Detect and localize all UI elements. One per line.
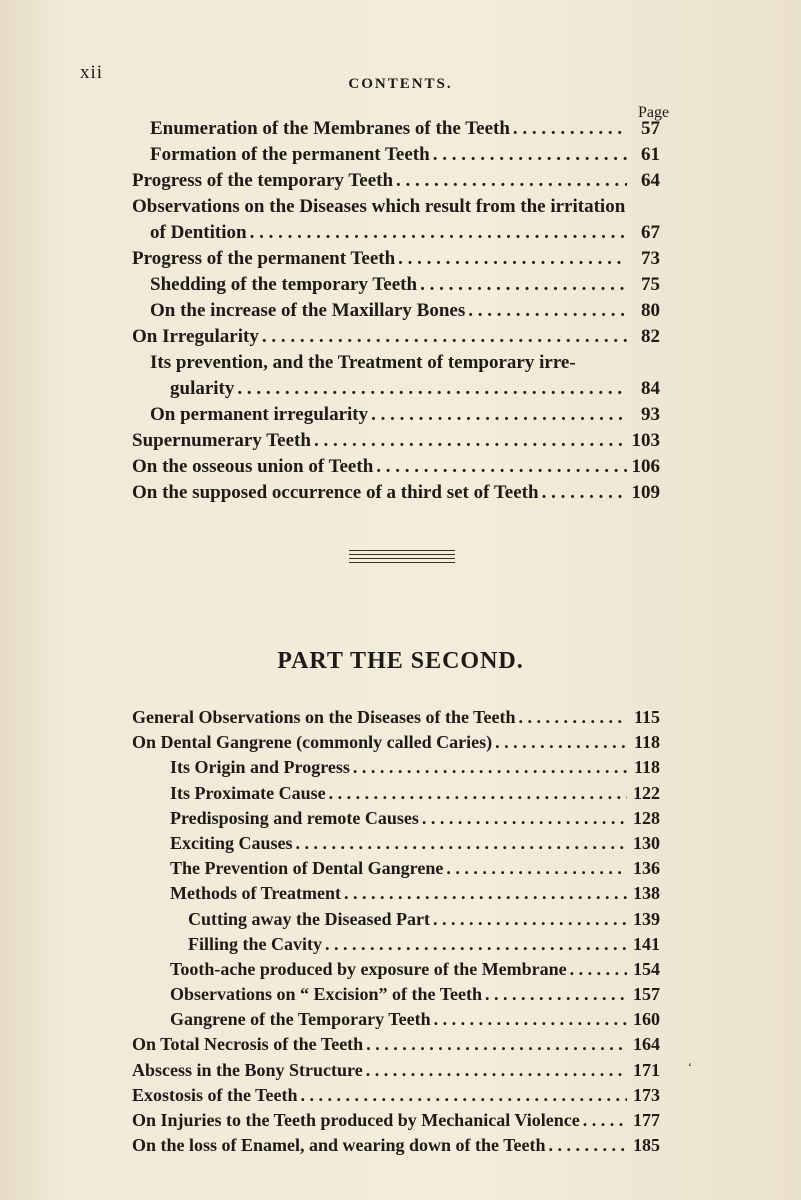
entry-title: Exciting Causes <box>170 832 293 853</box>
entry-title: Gangrene of the Temporary Teeth <box>170 1009 431 1030</box>
dot-leader <box>434 1007 627 1032</box>
entry-page-number: 128 <box>633 807 660 828</box>
entry-page-number: 118 <box>633 757 660 778</box>
contents-entry <box>132 480 660 506</box>
entry-page-number: 67 <box>641 222 660 243</box>
dot-leader <box>433 142 627 168</box>
contents-entry <box>132 272 660 298</box>
entry-page-number: 93 <box>641 404 660 425</box>
entry-title: Enumeration of the Membranes of the Teeth <box>150 118 510 139</box>
entry-page-number: 103 <box>631 430 660 451</box>
entry-page-number: 64 <box>641 170 660 191</box>
entry-title: On the increase of the Maxillary Bones <box>150 300 466 321</box>
contents-entry <box>132 781 660 806</box>
entry-title: gularity <box>170 378 235 399</box>
contents-entry <box>132 454 660 480</box>
dot-leader <box>513 116 627 142</box>
entry-page-number: 136 <box>633 858 660 879</box>
dot-leader <box>366 1032 627 1057</box>
entry-title: Methods of Treatment <box>170 883 341 904</box>
contents-entry <box>132 982 660 1007</box>
entry-title: Formation of the permanent Teeth <box>150 144 430 165</box>
entry-title: Predisposing and remote Causes <box>170 807 419 828</box>
dot-leader <box>353 755 627 780</box>
part-title: PART THE SECOND. <box>277 648 524 674</box>
entry-page-number: 154 <box>633 958 660 979</box>
entry-page-number: 118 <box>633 732 660 753</box>
entry-title: The Prevention of Dental Gangrene <box>170 858 444 879</box>
entry-page-number: 157 <box>633 984 660 1005</box>
dot-leader <box>420 272 627 298</box>
entry-title: Shedding of the temporary Teeth <box>150 274 418 295</box>
entry-title: Supernumerary Teeth <box>132 430 311 451</box>
contents-entry <box>132 705 660 730</box>
contents-entry <box>132 806 660 831</box>
dot-leader <box>396 168 627 194</box>
dot-leader <box>433 907 627 932</box>
contents-entry <box>132 168 660 194</box>
entry-page-number: 57 <box>641 118 660 139</box>
entry-page-number: 141 <box>633 933 660 954</box>
entry-page-number: 185 <box>633 1135 660 1156</box>
contents-entry <box>132 1032 660 1057</box>
entry-title: Cutting away the Diseased Part <box>188 908 430 929</box>
contents-entry <box>132 428 660 454</box>
entry-page-number: 173 <box>633 1084 660 1105</box>
dot-leader <box>422 806 627 831</box>
contents-entry <box>132 730 660 755</box>
entry-page-number: 171 <box>633 1059 660 1080</box>
stray-mark: ‘ <box>688 1060 692 1074</box>
page-column-label: Page <box>638 104 670 121</box>
contents-entry <box>132 1058 660 1083</box>
contents-list-part-one <box>132 116 660 506</box>
entry-title: On Dental Gangrene (commonly called Caries) <box>132 732 493 753</box>
entry-title: On Injuries to the Teeth produced by Mechanical Violence <box>132 1110 580 1130</box>
dot-leader <box>376 454 627 480</box>
entry-title: On Irregularity <box>132 326 259 347</box>
dot-leader <box>366 1058 627 1083</box>
contents-entry <box>132 350 660 376</box>
dot-leader <box>344 881 627 906</box>
entry-title: Its Origin and Progress <box>170 757 350 778</box>
contents-entry <box>132 907 660 932</box>
dot-leader <box>262 324 627 350</box>
page-folio: xii <box>80 62 104 83</box>
dot-leader <box>549 1133 627 1158</box>
entry-page-number: 177 <box>633 1110 660 1130</box>
contents-entry <box>132 298 660 324</box>
contents-entry <box>132 755 660 780</box>
entry-title: Progress of the temporary Teeth <box>132 170 394 191</box>
entry-title: Its prevention, and the Treatment of temporary irre- <box>150 352 576 373</box>
entry-page-number: 75 <box>641 274 660 295</box>
dot-leader <box>301 1083 627 1108</box>
dot-leader <box>314 428 627 454</box>
contents-entry <box>132 1083 660 1108</box>
entry-title: On permanent irregularity <box>150 404 369 425</box>
contents-entry <box>132 1007 660 1032</box>
dot-leader <box>583 1108 627 1133</box>
entry-title: Progress of the permanent Teeth <box>132 248 396 269</box>
contents-entry <box>132 246 660 272</box>
entry-title: On the osseous union of Teeth <box>132 456 374 477</box>
dot-leader <box>542 480 627 506</box>
dot-leader <box>518 705 627 730</box>
entry-title: Observations on “ Excision” of the Teeth <box>170 984 483 1005</box>
entry-page-number: 130 <box>633 832 660 853</box>
contents-entry <box>132 402 660 428</box>
entry-title: Abscess in the Bony Structure <box>132 1059 363 1080</box>
dot-leader <box>495 730 627 755</box>
contents-entry <box>132 881 660 906</box>
running-title: CONTENTS. <box>348 76 453 92</box>
contents-entry <box>132 142 660 168</box>
entry-title: General Observations on the Diseases of the Teeth <box>132 707 516 727</box>
dot-leader <box>398 246 627 272</box>
contents-entry <box>132 957 660 982</box>
entry-page-number: 82 <box>641 326 660 347</box>
dot-leader <box>296 831 627 856</box>
entry-title: On the loss of Enamel, and wearing down of the Teeth <box>132 1135 546 1156</box>
dot-leader <box>329 781 627 806</box>
entry-title: Its Proximate Cause <box>170 782 326 803</box>
entry-page-number: 160 <box>633 1009 660 1030</box>
contents-entry <box>132 932 660 957</box>
dot-leader <box>325 932 627 957</box>
contents-entry <box>132 1133 660 1158</box>
contents-entry <box>132 376 660 402</box>
entry-page-number: 73 <box>641 248 660 269</box>
entry-title: of Dentition <box>150 222 247 243</box>
entry-title: Observations on the Diseases which result from the irritation <box>132 196 626 217</box>
section-divider <box>349 550 455 566</box>
dot-leader <box>485 982 627 1007</box>
entry-title: On Total Necrosis of the Teeth <box>132 1034 364 1055</box>
dot-leader <box>237 376 627 402</box>
entry-page-number: 106 <box>631 456 660 477</box>
entry-page-number: 80 <box>641 300 660 321</box>
contents-entry <box>132 324 660 350</box>
dot-leader <box>446 856 627 881</box>
contents-list-part-two <box>132 705 660 1158</box>
dot-leader <box>371 402 627 428</box>
contents-entry <box>132 194 660 220</box>
entry-page-number: 122 <box>633 782 660 803</box>
entry-title: Exostosis of the Teeth <box>132 1084 298 1105</box>
dot-leader <box>468 298 627 324</box>
entry-page-number: 61 <box>641 144 660 165</box>
dot-leader <box>570 957 627 982</box>
contents-entry <box>132 220 660 246</box>
entry-title: On the supposed occurrence of a third set of Teeth <box>132 482 539 503</box>
contents-entry <box>132 1108 660 1133</box>
contents-entry <box>132 856 660 881</box>
entry-title: Tooth-ache produced by exposure of the Membrane <box>170 958 567 979</box>
entry-page-number: 138 <box>633 883 660 904</box>
contents-entry <box>132 116 660 142</box>
entry-page-number: 164 <box>633 1034 660 1055</box>
entry-page-number: 115 <box>633 707 660 727</box>
contents-entry <box>132 831 660 856</box>
entry-page-number: 139 <box>633 908 660 929</box>
entry-page-number: 109 <box>631 482 660 503</box>
dot-leader <box>250 220 627 246</box>
entry-title: Filling the Cavity <box>188 933 322 954</box>
entry-page-number: 84 <box>641 378 660 399</box>
